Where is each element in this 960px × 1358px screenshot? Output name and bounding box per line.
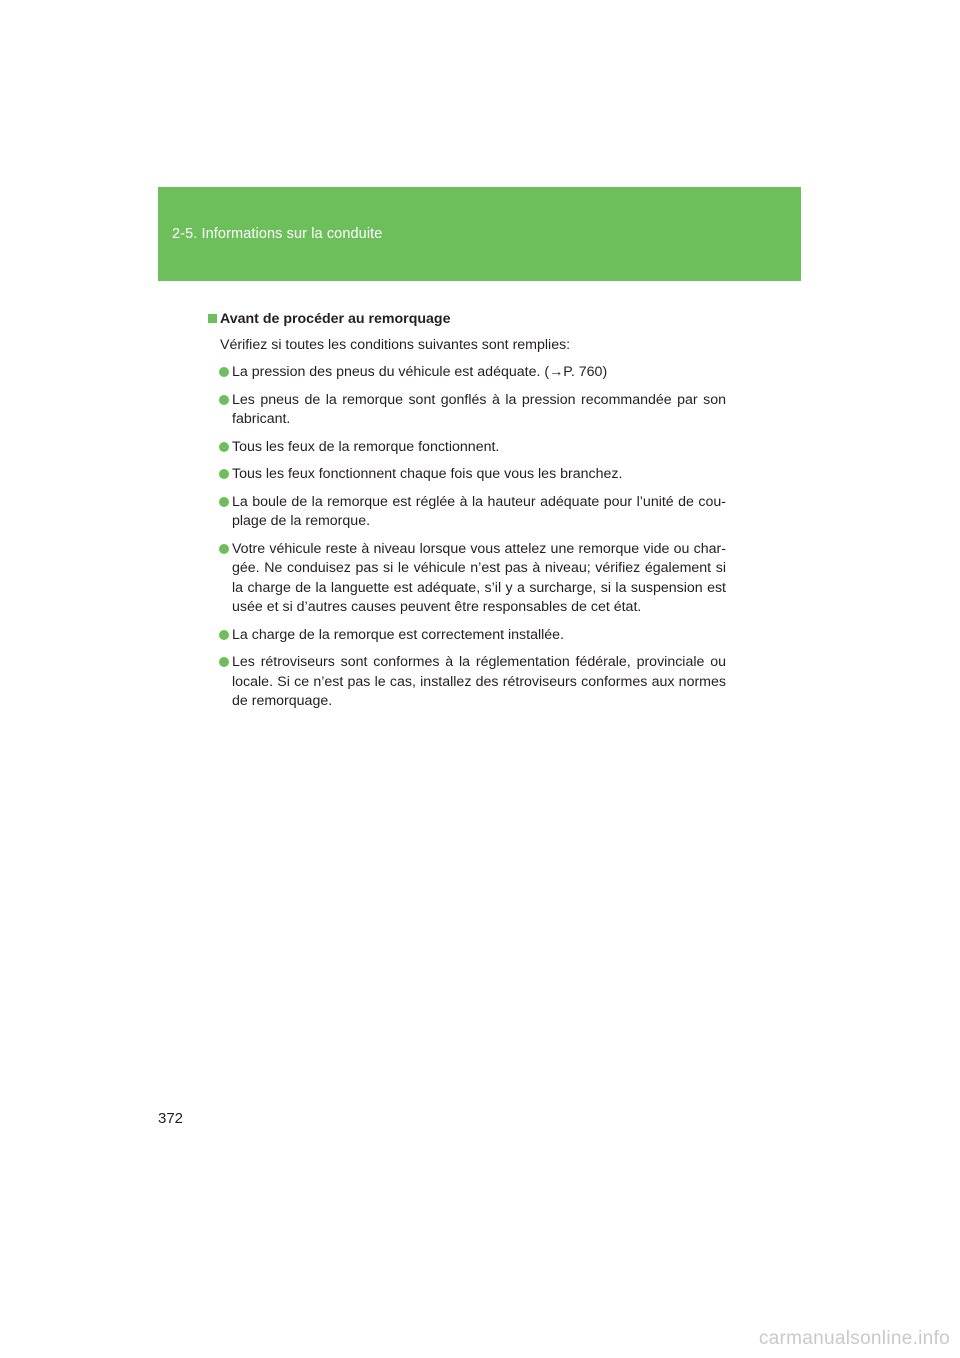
bullet-dot-icon (219, 442, 229, 452)
list-item (208, 465, 726, 485)
page-number: 372 (158, 1110, 184, 1127)
list-item-text: La pression des pneus du véhicule est adéquate. (→P. 760) (232, 364, 608, 380)
list-item-text: La charge de la remorque est correctement installée. (232, 626, 565, 643)
list-item (208, 438, 726, 458)
list-item (208, 363, 726, 383)
conditions-list (208, 363, 726, 712)
list-item-text: Tous les feux fonctionnent chaque fois que vous les branchez. (232, 466, 623, 482)
bullet-dot-icon (219, 630, 229, 640)
list-item-text: Les rétroviseurs sont conformes à la réglementation fédérale, provinciale ou locale. Si ce n’est pas le cas, installez des rétroviseurs conformes aux normes de remorquage. (232, 654, 726, 709)
square-bullet-icon (208, 314, 217, 323)
bullet-dot-icon (219, 497, 229, 507)
list-item (208, 391, 726, 430)
watermark: carmanualsonline.info (758, 1328, 950, 1349)
bullet-dot-icon (219, 395, 229, 405)
list-item-text: Tous les feux de la remorque fonctionnent. (232, 438, 500, 455)
bullet-dot-icon (219, 367, 229, 377)
bullet-dot-icon (219, 544, 229, 554)
list-item-text: Votre véhicule reste à niveau lorsque vous attelez une remorque vide ou char-gée. Ne conduisez pas si le véhicule n’est pas à niveau; vérifiez également si la charge de la languette est adéquate, s’il y a surcharge, si la suspension est usée et si d’autres causes peuvent être responsables de cet état. (232, 540, 726, 615)
bullet-dot-icon (219, 657, 229, 667)
intro-text: Vérifiez si toutes les conditions suivantes sont remplies: (220, 336, 571, 353)
section-header-band (158, 187, 801, 281)
list-item-text: La boule de la remorque est réglée à la hauteur adéquate pour l’unité de cou-plage de la remorque. (232, 493, 726, 529)
bullet-dot-icon (219, 469, 229, 479)
section-heading-text: Avant de procéder au remorquage (220, 311, 451, 327)
list-item (208, 540, 726, 618)
section-heading (208, 310, 726, 330)
list-item (208, 626, 726, 646)
list-item-text: Les pneus de la remorque sont gonflés à la pression recommandée par son fabricant. (232, 391, 726, 427)
main-content (208, 310, 726, 720)
section-title: 2-5. Informations sur la conduite (172, 226, 383, 242)
list-item (208, 493, 726, 532)
list-item (208, 653, 726, 712)
